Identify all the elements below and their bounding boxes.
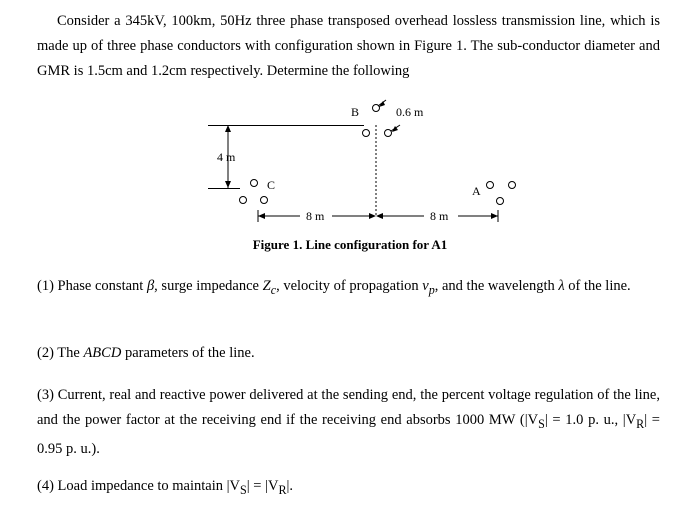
label-spacing: 0.6 m [396, 105, 424, 119]
label-right-span: 8 m [430, 209, 449, 223]
conductor-c1 [251, 180, 258, 187]
height-arrow-up [225, 125, 231, 132]
question-2: (2) The ABCD parameters of the line. [37, 345, 255, 361]
right-span-arrow-left [376, 213, 383, 219]
label-phase-b: B [351, 105, 360, 119]
height-arrow-down [225, 181, 231, 188]
question-1: (1) Phase constant β, surge impedance $Z_c$, velocity of propagation $v_p$, and the wavelength λ of the line. [37, 278, 631, 297]
question-4: (4) Load impedance to maintain $|V_S| = |V_R|$. [37, 478, 294, 497]
conductor-a3 [497, 198, 504, 205]
conductor-c2 [240, 197, 247, 204]
label-phase-c: C [267, 178, 276, 192]
left-span-arrow-left [258, 213, 265, 219]
conductor-b3 [385, 130, 392, 137]
line-configuration-figure [0, 95, 700, 260]
conductor-a2 [509, 182, 516, 189]
left-span-arrow-right [369, 213, 376, 219]
conductor-a1 [487, 182, 494, 189]
right-span-arrow-right [491, 213, 498, 219]
problem-intro: Consider a 345kV, 100km, 50Hz three phase transposed overhead lossless transmission line, which is made up of three phase conductors with configuration shown in Figure 1. The sub-conductor diameter and GMR is 1.5cm and 1.2cm respectively. Determine the following [37, 13, 660, 79]
conductor-c3 [261, 197, 268, 204]
question-3: (3) Current, real and reactive power delivered at the sending end, the percent voltage regulation of the line, and the power factor at the receiving end if the receiving end absorbs 1000 MW ($|V_S| = 1.0$ p. u., $|V_R| = 0.95$ p. u.). [37, 387, 660, 457]
label-left-span: 8 m [306, 209, 325, 223]
label-height: 4 m [217, 150, 236, 164]
conductor-b2 [363, 130, 370, 137]
figure-caption: Figure 1. Line configuration for A1 [252, 237, 448, 252]
label-phase-a: A [472, 184, 481, 198]
